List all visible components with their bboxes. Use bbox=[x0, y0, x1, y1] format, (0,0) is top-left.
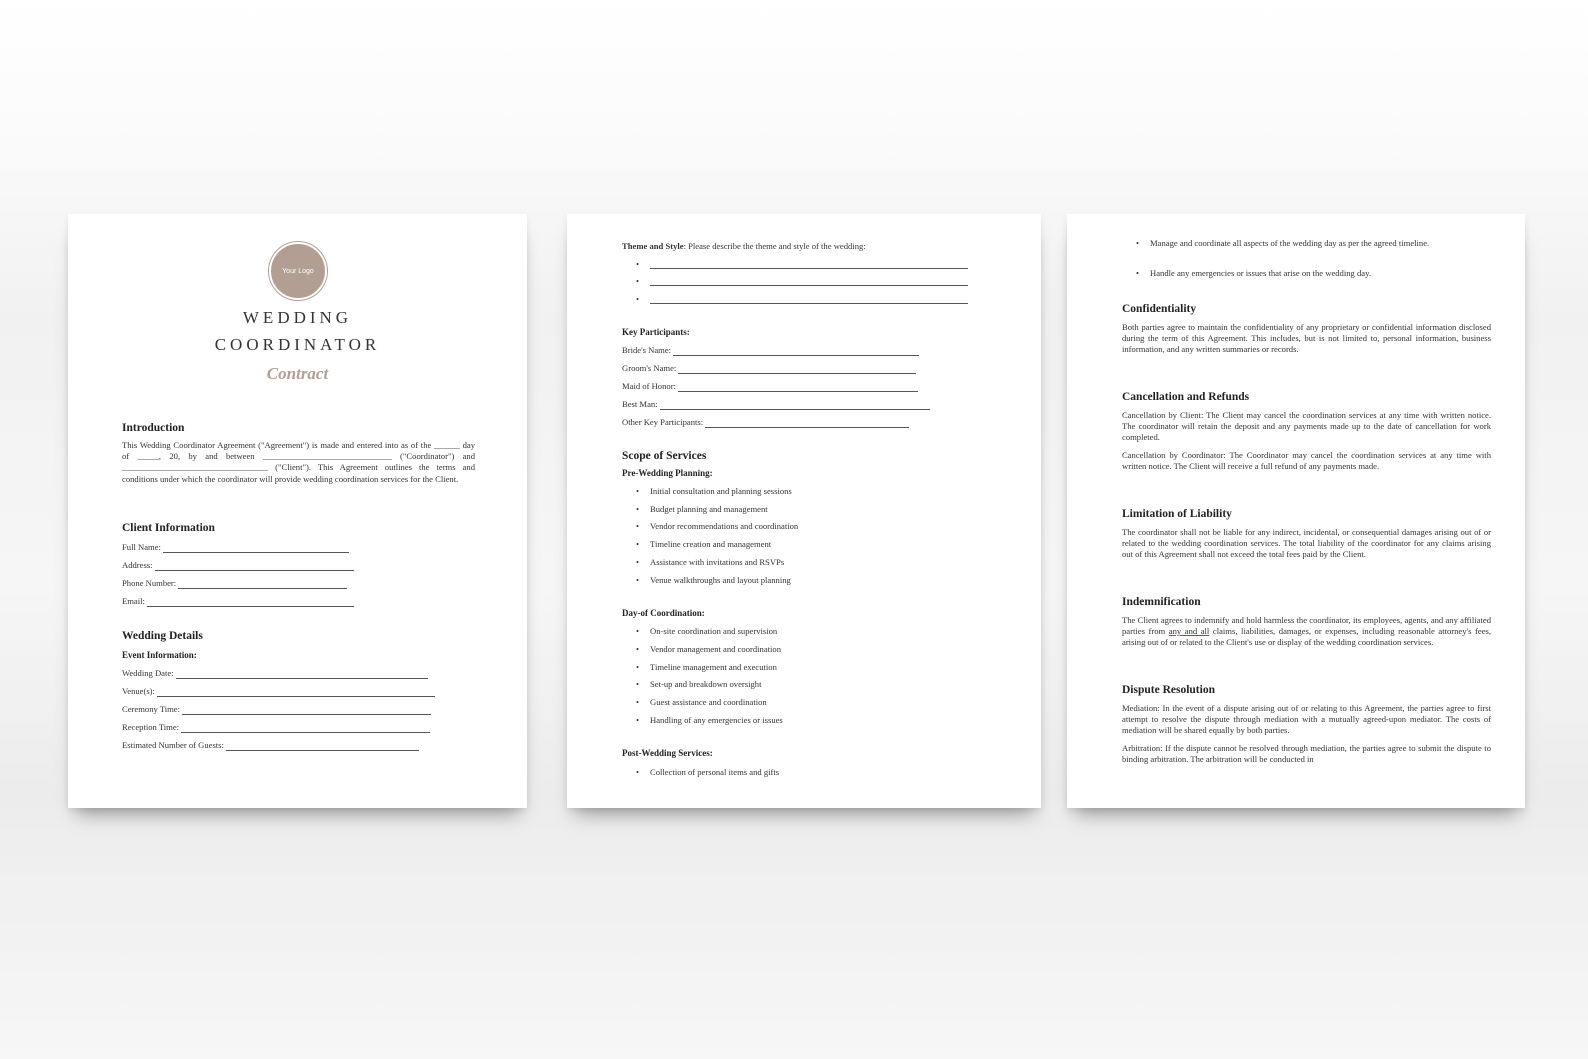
field-full-name: Full Name: bbox=[122, 542, 349, 553]
theme-blank-1 bbox=[650, 259, 968, 269]
field-ceremony-time: Ceremony Time: bbox=[122, 704, 431, 715]
indemnification-heading: Indemnification bbox=[1122, 596, 1201, 608]
post-wedding-heading: Post-Wedding Services: bbox=[622, 748, 713, 758]
list-item: • On-site coordination and supervision bbox=[650, 626, 777, 636]
mediation-text: Mediation: In the event of a dispute arising out of or relating to this Agreement, the parties agree to first attempt to resolve the dispute through mediation with a mutually agreed-upon mediator. The costs of mediation will be shared equally by both parties. bbox=[1122, 703, 1491, 736]
list-item: • Handle any emergencies or issues that arise on the wedding day. bbox=[1150, 268, 1371, 278]
day-of-heading: Day-of Coordination: bbox=[622, 608, 705, 618]
any-and-all-link: any and all bbox=[1168, 626, 1210, 637]
cancellation-client-text: Cancellation by Client: The Client may cancel the coordination services at any time with written notice. The coordinator will retain the deposit and any payments made up to the date of cancellation for work completed. bbox=[1122, 410, 1491, 443]
field-guest-count: Estimated Number of Guests: bbox=[122, 740, 419, 751]
cancellation-heading: Cancellation and Refunds bbox=[1122, 391, 1250, 403]
contract-page-3 bbox=[1067, 214, 1525, 808]
field-venues: Venue(s): bbox=[122, 686, 435, 697]
list-item: • Timeline management and execution bbox=[650, 662, 777, 672]
field-wedding-date: Wedding Date: bbox=[122, 668, 428, 679]
list-item: • Manage and coordinate all aspects of the wedding day as per the agreed timeline. bbox=[1136, 238, 1430, 248]
liability-heading: Limitation of Liability bbox=[1122, 508, 1232, 520]
wedding-details-heading: Wedding Details bbox=[122, 630, 203, 642]
subtitle: Contract bbox=[266, 364, 329, 383]
liability-text: The coordinator shall not be liable for any indirect, incidental, or consequential damages arising out of or related to the wedding coordination services. The total liability of the coordinator for any claims arising out of this Agreement shall not exceed the total fees paid by the Client. bbox=[1122, 527, 1491, 560]
confidentiality-heading: Confidentiality bbox=[1122, 303, 1197, 315]
field-bride: Bride's Name: bbox=[622, 345, 919, 356]
logo-text: Your Logo bbox=[282, 267, 314, 275]
logo-placeholder bbox=[269, 242, 327, 300]
list-item: • Guest assistance and coordination bbox=[650, 697, 767, 707]
scope-heading: Scope of Services bbox=[622, 450, 707, 462]
theme-blank-2 bbox=[650, 276, 968, 286]
contract-page-2 bbox=[567, 214, 1041, 808]
list-item: • Vendor recommendations and coordination bbox=[650, 521, 798, 531]
title-line-2: COORDINATOR bbox=[214, 335, 381, 354]
confidentiality-text: Both parties agree to maintain the confidentiality of any proprietary or confidential information disclosed during the term of this Agreement. This includes, but is not limited to, personal information, business information, and any written summaries or records. bbox=[1122, 322, 1491, 355]
client-info-heading: Client Information bbox=[122, 522, 215, 534]
intro-heading: Introduction bbox=[122, 422, 185, 434]
key-participants-heading: Key Participants: bbox=[622, 327, 690, 337]
event-info-label: Event Information: bbox=[122, 650, 197, 660]
pre-wedding-heading: Pre-Wedding Planning: bbox=[622, 468, 713, 478]
theme-blank-3 bbox=[650, 294, 968, 304]
list-item: • Budget planning and management bbox=[650, 504, 768, 514]
field-reception-time: Reception Time: bbox=[122, 722, 430, 733]
field-other-participants: Other Key Participants: bbox=[622, 417, 909, 428]
contract-page-1 bbox=[68, 214, 527, 808]
list-item: • Initial consultation and planning sessions bbox=[650, 486, 792, 496]
theme-style-prompt: Theme and Style: Please describe the theme and style of the wedding: bbox=[622, 241, 866, 251]
field-groom: Groom's Name: bbox=[622, 363, 916, 374]
list-item: • Assistance with invitations and RSVPs bbox=[650, 557, 784, 567]
list-item: • Venue walkthroughs and layout planning bbox=[650, 575, 791, 585]
field-phone: Phone Number: bbox=[122, 578, 347, 589]
arbitration-text: Arbitration: If the dispute cannot be resolved through mediation, the parties agree to submit the dispute to binding arbitration. The arbitration will be conducted in bbox=[1122, 743, 1491, 765]
field-maid-of-honor: Maid of Honor: bbox=[622, 381, 918, 392]
field-email: Email: bbox=[122, 596, 354, 607]
list-item: • Vendor management and coordination bbox=[650, 644, 781, 654]
field-address: Address: bbox=[122, 560, 354, 571]
indemnification-text: The Client agrees to indemnify and hold harmless the coordinator, its employees, agents, and any affiliated parties from any and all claims, liabilities, damages, or expenses, including reasonable attorney's fees, arising out of or related to the Client's use or display of the wedding coordination services. bbox=[1122, 615, 1491, 648]
field-best-man: Best Man: bbox=[622, 399, 930, 410]
list-item: • Handling of any emergencies or issues bbox=[650, 715, 783, 725]
cancellation-coordinator-text: Cancellation by Coordinator: The Coordinator may cancel the coordination services at any time with written notice. The Client will receive a full refund of any payments made. bbox=[1122, 450, 1491, 472]
list-item: • Collection of personal items and gifts bbox=[650, 767, 779, 777]
intro-text: This Wedding Coordinator Agreement ("Agreement") is made and entered into as of the ______ day of _____, 20, by and between ______________________________ ("Coordinator") and __________________________________ ("Client"). This Agreement outlines the terms and conditions under which the coordinator will provide wedding coordination services for the Client. bbox=[122, 440, 475, 484]
title-line-1: WEDDING bbox=[242, 308, 353, 327]
list-item: • Timeline creation and management bbox=[650, 539, 771, 549]
dispute-heading: Dispute Resolution bbox=[1122, 684, 1215, 696]
list-item: • Set-up and breakdown oversight bbox=[650, 679, 761, 689]
